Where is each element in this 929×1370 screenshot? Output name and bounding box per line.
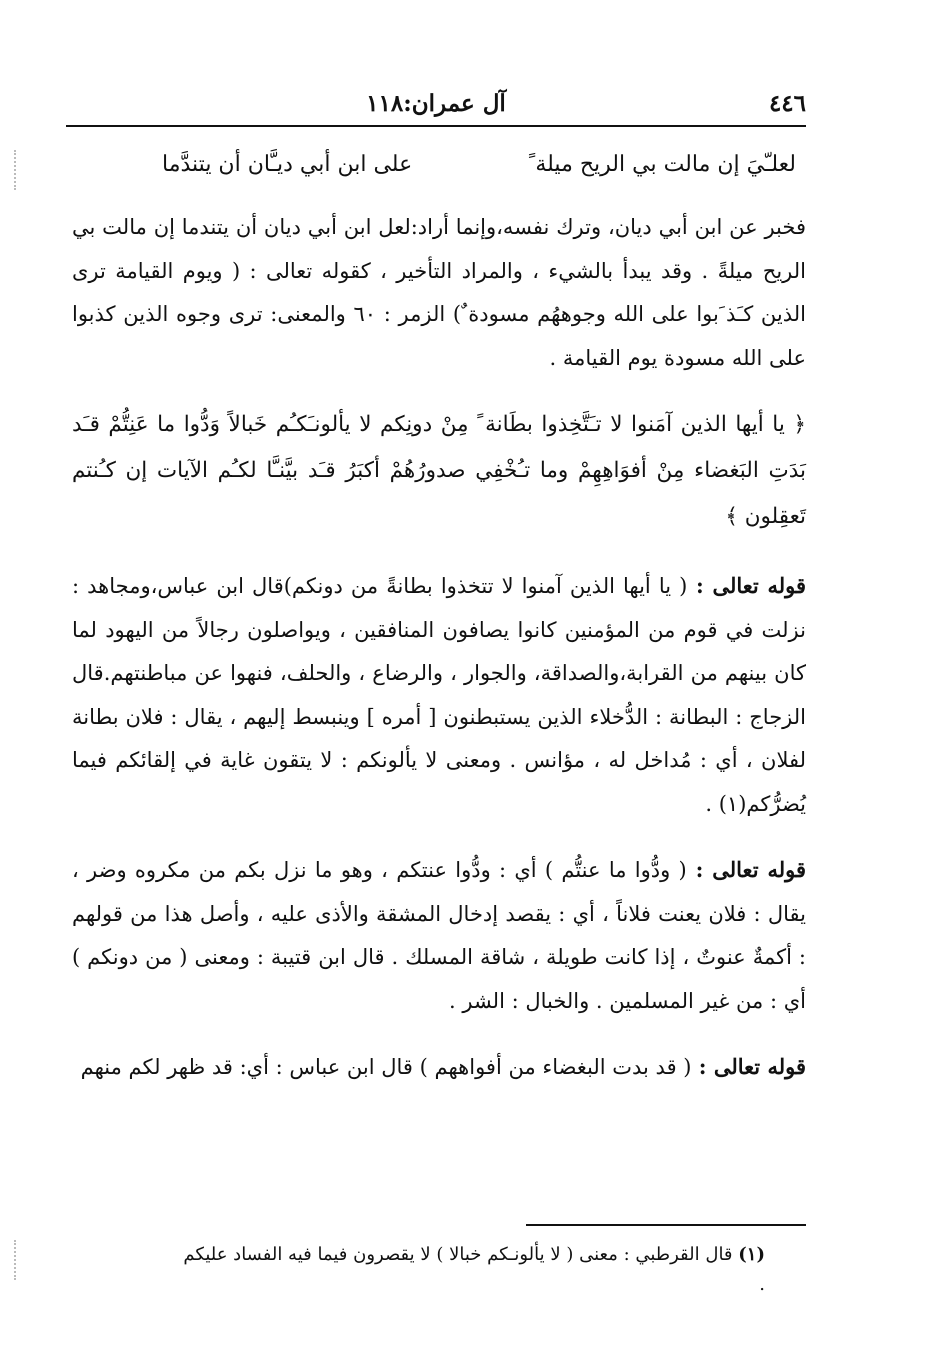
page-number: ٤٤٦ (768, 90, 806, 117)
scan-edge-mark (14, 150, 20, 190)
commentary-paragraph (72, 1045, 806, 1090)
commentary-lead: قوله تعالى : (686, 857, 806, 882)
footnote-number: (١) (738, 1244, 765, 1265)
running-head: آل عمران:١١٨ (366, 90, 506, 117)
commentary-paragraph (72, 564, 806, 826)
commentary-text: ( يا أيها الذين آمنوا لا تتخذوا بطانةً من دونكم)قال ابن عباس،ومجاهد : نزلت في قوم من المؤمنين كانوا يصافون المنافقين ، ويواصلون رجالاً من اليهود لما كان بينهم من القرابة،والصداقة، والجوار ، والرضاع ، والحلف، فنهوا عن مباطنتهم.قال الزجاج : البطانة : الدُّخلاء الذين يستبطنون [ أمره ] وينبسط إليهم ، يقال : فلان بطانة لفلان ، أي : مُداخل له ، مؤانس . ومعنى لا يألونكم : لا يتقون غاية في إلقائكم فيما يُضرُّكم(١) . (72, 574, 806, 816)
paragraph-text: فخبر عن ابن أبي ديان، وترك نفسه،وإنما أراد:لعل ابن أبي ديان أن يتندما إن مالت بي الريح ميلةً . وقد يبدأ بالشيء ، والمراد التأخير ، كقوله تعالى : ( ويوم القيامة ترى الذين كـَذ َبوا على الله وجوههُم مسودة ٌ) الزمر : ٦٠ والمعنى: ترى وجوه الذين كذبوا على الله مسودة يوم القيامة . (72, 215, 806, 370)
commentary-lead: قوله تعالى : (691, 1054, 806, 1079)
verse-first-hemistich: لعلـّيَ إن مالت بي الريح ميلة ً (528, 152, 796, 177)
footnote-text: قال القرطبي : معنى ( لا يألونـكم خبالا ) لا يقصرون فيما فيه الفساد عليكم . (183, 1244, 765, 1295)
footnote-rule (526, 1224, 806, 1226)
commentary-text: ( قد بدت البغضاء من أفواههم ) قال ابن عباس : أي: قد ظهر لكم منهم (80, 1055, 692, 1079)
paragraph (72, 206, 806, 380)
page-body (72, 142, 806, 1112)
poetry-verse (72, 142, 806, 188)
scan-edge-mark (14, 1240, 20, 1280)
commentary-text: ( ودُّوا ما عنتُّم ) أي : ودُّوا عنتكم ، وهو ما نزل بكم من مكروه وضر ، يقال : فلان يعنت فلاناً ، أي : يقصد إدخال المشقة والأذى عليه ، وأصل هذا من قولهم : أكمةٌ عنوتٌ ، إذا كانت طويلة ، شاقة المسلك . قال ابن قتيبة : ومعنى ( من دونكم ) أي : من غير المسلمين . والخبال : الشر . (72, 858, 806, 1013)
quran-verse-text: ﴿ يا أيها الذين آمَنوا لا تـَتَّخِذوا بطَانة ً مِنْ دونِكم لا يألونـَكـُم خَبالاً وَدُّوا ما عَنِتُّمْ قـَد بَدَتِ البَغضاء مِنْ أفوَاهِهِمْ وما تـُخْفِي صدورُهُمْ أكبَرُ قـَد بيَّنـَّا لكـُم الآيات إن كـُنتم تَعقِلون ﴾ (72, 412, 806, 529)
verse-second-hemistich: على ابن أبي ديـَّان أن يتندَّما (162, 152, 413, 177)
footnote (180, 1240, 765, 1300)
commentary-paragraph (72, 848, 806, 1023)
header-rule (66, 125, 806, 127)
quran-verse-block (72, 402, 806, 540)
commentary-lead: قوله تعالى : (687, 573, 806, 598)
page-header (66, 82, 806, 122)
